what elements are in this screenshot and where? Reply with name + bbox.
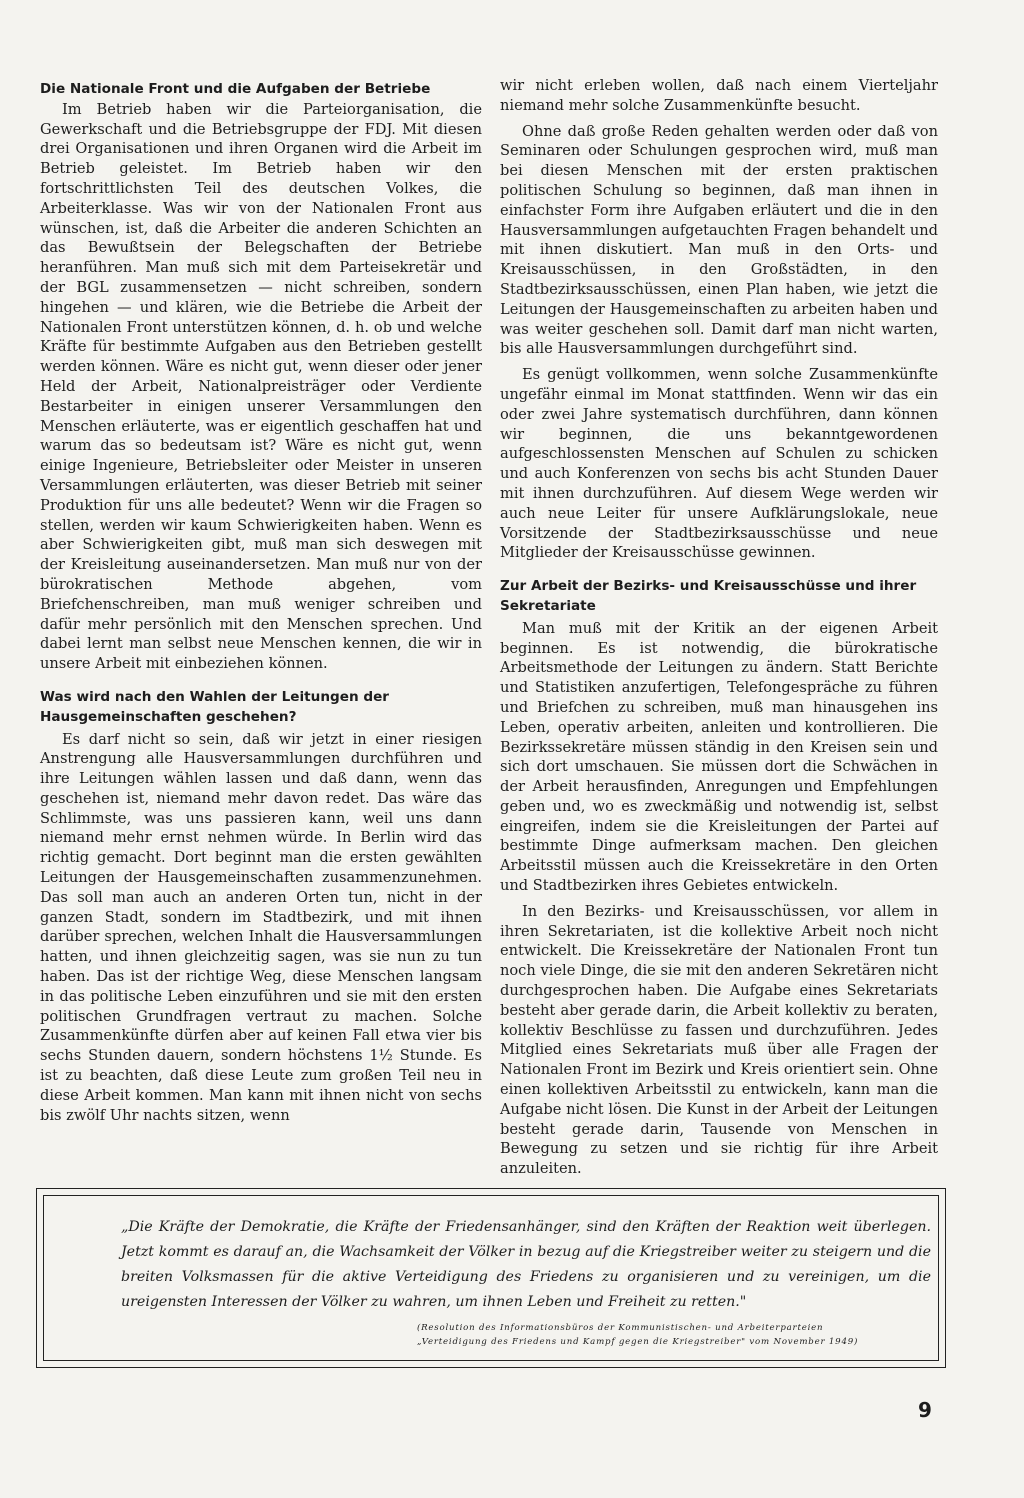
section-heading-national-front: Die Nationale Front und die Aufgaben der Betriebe: [40, 81, 431, 97]
paragraph-continued: wir nicht erleben wollen, daß nach einem Vierteljahr niemand mehr solche Zusammenkünfte besucht.: [500, 77, 938, 114]
page-number: 9: [918, 1398, 932, 1422]
quote-box: [36, 1188, 946, 1368]
quote-text: „Die Kräfte der Demokratie, die Kräfte der Friedensanhänger, sind den Kräften der Reaktion weit überlegen. Jetzt kommt es darauf an, die Wachsamkeit der Völker in bezug auf die Kriegstreiber weiter zu steigern und die breiten Volksmassen für die aktive Verteidigung des Friedens zu organisieren und zu vereinigen, um die ureigensten Interessen der Völker zu wahren, um ihnen Leben und Freiheit zu retten.": [121, 1219, 931, 1310]
right-column: [500, 76, 938, 1179]
paragraph: Es darf nicht so sein, daß wir jetzt in einer riesigen Anstrengung alle Hausversammlungen durchführen und ihre Leitungen wählen lassen und daß dann, wenn das geschehen ist, niemand mehr davon redet. Das wäre das Schlimmste, was uns passieren kann, weil uns dann niemand mehr ernst nehmen würde. In Berlin wird das richtig gemacht. Dort beginnt man die ersten gewählten Leitungen der Hausgemeinschaften zusammenzunehmen. Das soll man auch an anderen Orten tun, nicht in der ganzen Stadt, sondern im Stadtbezirk, und mit ihnen darüber sprechen, welchen Inhalt die Hausversammlungen hatten, und ihnen gleichzeitig sagen, was sie nun zu tun haben. Das ist der richtige Weg, diese Menschen langsam in das politische Leben einzuführen und sie mit den ersten politischen Grundfragen vertraut zu machen. Solche Zusammenkünfte dürfen aber auf keinen Fall etwa vier bis sechs Stunden dauern, sondern höchstens 1½ Stunde. Es ist zu beachten, daß diese Leute zum großen Teil neu in diese Arbeit kommen. Man kann mit ihnen nicht von sechs bis zwölf Uhr nachts sitzen, wenn: [40, 730, 482, 1124]
left-column: [40, 80, 482, 1125]
section-heading-after-elections: Was wird nach den Wahlen der Leitungen der Hausgemeinschaften geschehen?: [40, 688, 390, 725]
section-heading-committees: Zur Arbeit der Bezirks- und Kreisausschüsse und ihrer Sekretariate: [500, 578, 917, 614]
quote-source-line: (Resolution des Informationsbüros der Kommunistischen- und Arbeiterparteien: [417, 1323, 824, 1333]
paragraph: Man muß mit der Kritik an der eigenen Arbeit beginnen. Es ist notwendig, die bürokratische Arbeitsmethode der Leitungen zu ändern. Statt Berichte und Statistiken anzufertigen, Telefongespräche zu führen und Briefchen zu schreiben, muß man hinausgehen ins Leben, operativ arbeiten, anleiten und kontrollieren. Die Bezirkssekretäre müssen ständig in den Kreisen sein und sich dort umschauen. Sie müssen dort die Schwächen in der Arbeit herausfinden, Anregungen und Empfehlungen geben und, wo es zweckmäßig und notwendig ist, selbst eingreifen, indem sie die Kreisleitungen der Partei auf bestimmte Dinge aufmerksam machen. Den gleichen Arbeitsstil müssen auch die Kreissekretäre in den Orten und Stadtbezirken ihres Gebietes entwickeln.: [500, 619, 938, 895]
paragraph: Es genügt vollkommen, wenn solche Zusammenkünfte ungefähr einmal im Monat stattfinden. Wenn wir das ein oder zwei Jahre systematisch durchführen, dann können wir beginnen, die uns bekanntgewordenen aufgeschlossensten Menschen auf Schulen zu schicken und auch Konferenzen von sechs bis acht Stunden Dauer mit ihnen durchzuführen. Auf diesem Wege werden wir auch neue Leiter für unsere Aufklärungslokale, neue Vorsitzende der Stadtbezirksausschüsse und neue Mitglieder der Kreisausschüsse gewinnen.: [500, 366, 938, 562]
quote-source: [417, 1321, 937, 1349]
paragraph: Im Betrieb haben wir die Parteiorganisation, die Gewerkschaft und die Betriebsgruppe der FDJ. Mit diesen drei Organisationen und ihren Organen wird die Arbeit im Betrieb geleistet. Im Betrieb haben wir den fortschrittlichsten Teil des deutschen Volkes, die Arbeiterklasse. Was wir von der Nationalen Front aus wünschen, ist, daß die Arbeiter die anderen Schichten an das Bewußtsein der Belegschaften der Betriebe heranführen. Man muß sich mit dem Parteisekretär und der BGL zusammensetzen — nicht schreiben, sondern hingehen — und klären, wie die Betriebe die Arbeit der Nationalen Front unterstützen können, d. h. ob und welche Kräfte für bestimmte Aufgaben aus den Betrieben gestellt werden können. Wäre es nicht gut, wenn dieser oder jener Held der Arbeit, Nationalpreisträger oder Verdiente Bestarbeiter in einigen unserer Versammlungen den Menschen erläuterte, was er eigentlich geschaffen hat und warum das so bedeutsam ist? Wäre es nicht gut, wenn einige Ingenieure, Betriebsleiter oder Meister in unseren Versammlungen erläuterten, was dieser Betrieb mit seiner Produktion für uns alle bedeutet? Wenn wir die Fragen so stellen, werden wir kaum Schwierigkeiten haben. Wenn es aber Schwierigkeiten gibt, muß man sich deswegen mit der Kreisleitung auseinandersetzen. Man muß nur von der bürokratischen Methode abgehen, vom Briefchenschreiben, man muß weniger schreiben und dafür mehr persönlich mit den Menschen sprechen. Und dabei lernt man selbst neue Menschen kennen, die wir in unsere Arbeit mit einbeziehen können.: [40, 100, 482, 673]
paragraph: In den Bezirks- und Kreisausschüssen, vor allem in ihren Sekretariaten, ist die kollektive Arbeit noch nicht entwickelt. Die Kreissekretäre der Nationalen Front tun noch viele Dinge, die sie mit den anderen Sekretären nicht durchgesprochen haben. Die Aufgabe eines Sekretariats besteht aber gerade darin, die Arbeit kollektiv zu beraten, kollektiv Beschlüsse zu fassen und durchzuführen. Jedes Mitglied eines Sekretariats muß über alle Fragen der Nationalen Front im Bezirk und Kreis orientiert sein. Ohne einen kollektiven Arbeitsstil zu entwickeln, kann man die Aufgabe nicht lösen. Die Kunst in der Arbeit der Leitungen besteht gerade darin, Tausende von Menschen in Bewegung zu setzen und sie richtig für ihre Arbeit anzuleiten.: [500, 902, 938, 1178]
paragraph: Ohne daß große Reden gehalten werden oder daß von Seminaren oder Schulungen gesprochen wird, muß man bei diesen Menschen mit der ersten praktischen politischen Schulung so beginnen, daß man ihnen in einfachster Form ihre Aufgaben erläutert und die in den Hausversammlungen aufgetauchten Fragen behandelt und mit ihnen diskutiert. Man muß in den Orts- und Kreisausschüssen, in den Großstädten, in den Stadtbezirksausschüssen, einen Plan haben, wie jetzt die Leitungen der Hausgemeinschaften zu arbeiten haben und was weiter geschehen soll. Damit darf man nicht warten, bis alle Hausversammlungen durchgeführt sind.: [500, 122, 938, 358]
quote-source-line: „Verteidigung des Friedens und Kampf gegen die Kriegstreiber" vom November 1949): [417, 1337, 859, 1347]
